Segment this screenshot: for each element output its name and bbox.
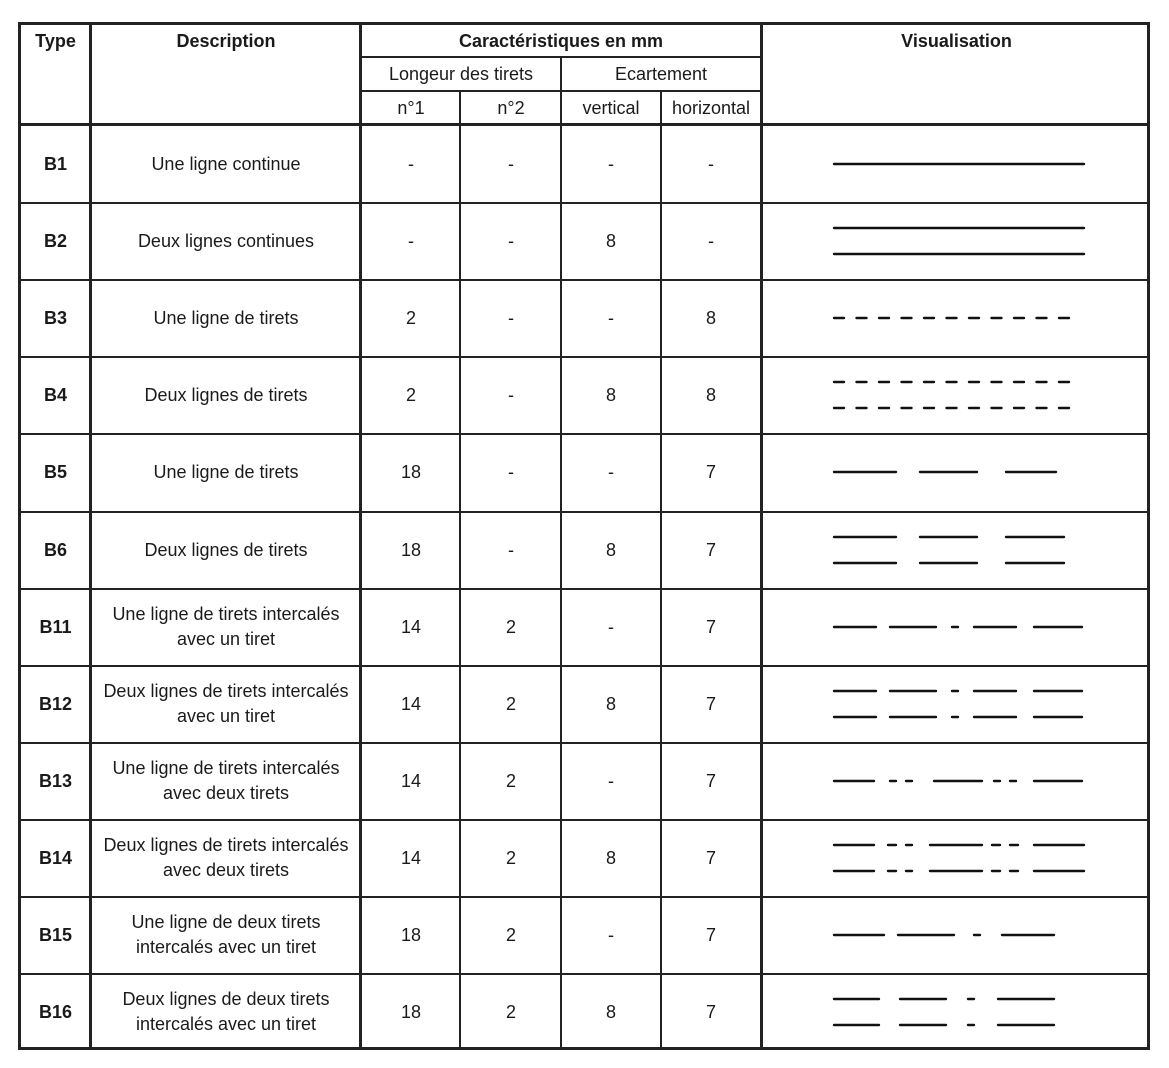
cell-n2: 2 xyxy=(505,770,516,791)
header-type: Type xyxy=(35,30,76,51)
cell-type: B13 xyxy=(38,770,73,791)
cell-horizontal: 7 xyxy=(705,539,716,560)
cell-n1: - xyxy=(408,153,414,174)
cell-vertical: 8 xyxy=(605,230,616,251)
cell-vertical: 8 xyxy=(605,847,616,868)
cell-n1: 18 xyxy=(400,461,422,482)
line-visualisation xyxy=(832,211,1088,271)
line-visualisation xyxy=(832,828,1088,888)
cell-description: Une ligne continue xyxy=(151,153,301,174)
cell-horizontal: 7 xyxy=(705,693,716,714)
line-visualisation xyxy=(832,520,1088,580)
cell-horizontal: 8 xyxy=(705,384,716,405)
cell-n1: 18 xyxy=(400,924,422,945)
cell-description: Une ligne de tirets xyxy=(153,307,299,328)
cell-n1: 18 xyxy=(400,1001,422,1022)
cell-n1: 14 xyxy=(400,770,422,791)
cell-n1: 14 xyxy=(400,693,422,714)
line-visualisation xyxy=(832,365,1088,425)
cell-n2: 2 xyxy=(505,693,516,714)
cell-description: Deux lignes de tirets intercalés avec un tiret xyxy=(103,681,349,726)
cell-description: Deux lignes de tirets intercalés avec deux tirets xyxy=(103,835,349,880)
header-n2: n°2 xyxy=(497,97,525,118)
cell-n1: - xyxy=(408,230,414,251)
line-visualisation xyxy=(832,751,1088,811)
cell-n2: - xyxy=(508,307,514,328)
line-visualisation xyxy=(832,905,1088,965)
header-description: Description xyxy=(176,30,276,51)
cell-horizontal: 7 xyxy=(705,847,716,868)
cell-n2: 2 xyxy=(505,1001,516,1022)
cell-vertical: - xyxy=(608,461,614,482)
line-visualisation xyxy=(832,288,1088,348)
cell-description: Une ligne de tirets xyxy=(153,461,299,482)
cell-description: Une ligne de tirets intercalés avec deux tirets xyxy=(112,758,340,803)
line-visualisation xyxy=(832,134,1088,194)
cell-n2: - xyxy=(508,461,514,482)
cell-n1: 14 xyxy=(400,847,422,868)
cell-description: Une ligne de deux tirets intercalés avec un tiret xyxy=(131,912,321,957)
cell-type: B15 xyxy=(38,924,73,945)
header-characteristics: Caractéristiques en mm xyxy=(458,30,664,51)
cell-description: Deux lignes continues xyxy=(137,230,315,251)
cell-type: B16 xyxy=(38,1001,73,1022)
header-dash-length: Longeur des tirets xyxy=(388,64,534,84)
cell-vertical: - xyxy=(608,924,614,945)
line-visualisation xyxy=(832,597,1088,657)
cell-type: B12 xyxy=(38,693,73,714)
cell-type: B6 xyxy=(43,539,67,560)
cell-horizontal: - xyxy=(708,153,714,174)
cell-n2: 2 xyxy=(505,847,516,868)
cell-description: Deux lignes de deux tirets intercalés avec un tiret xyxy=(122,989,330,1034)
cell-description: Deux lignes de tirets xyxy=(144,384,308,405)
line-visualisation xyxy=(832,982,1088,1042)
cell-vertical: - xyxy=(608,307,614,328)
cell-vertical: - xyxy=(608,153,614,174)
cell-type: B4 xyxy=(43,384,67,405)
cell-horizontal: 7 xyxy=(705,924,716,945)
cell-vertical: 8 xyxy=(605,693,616,714)
cell-horizontal: 7 xyxy=(705,461,716,482)
cell-vertical: 8 xyxy=(605,384,616,405)
cell-horizontal: - xyxy=(708,230,714,251)
header-spacing: Ecartement xyxy=(614,64,708,84)
header-visualisation: Visualisation xyxy=(901,30,1012,51)
cell-type: B11 xyxy=(39,616,72,637)
cell-n1: 18 xyxy=(400,539,422,560)
cell-vertical: 8 xyxy=(605,1001,616,1022)
header-vertical: vertical xyxy=(582,97,640,118)
cell-n1: 14 xyxy=(400,616,422,637)
cell-n2: 2 xyxy=(505,924,516,945)
cell-type: B2 xyxy=(43,230,67,251)
cell-n2: - xyxy=(508,153,514,174)
cell-horizontal: 7 xyxy=(705,770,716,791)
cell-vertical: 8 xyxy=(605,539,616,560)
cell-horizontal: 7 xyxy=(705,1001,716,1022)
line-visualisation xyxy=(832,674,1088,734)
cell-description: Deux lignes de tirets xyxy=(144,539,308,560)
cell-n2: - xyxy=(508,230,514,251)
cell-n2: - xyxy=(508,539,514,560)
header-horizontal: horizontal xyxy=(671,97,751,118)
cell-type: B5 xyxy=(43,461,67,482)
cell-n1: 2 xyxy=(405,384,416,405)
line-visualisation xyxy=(832,442,1088,502)
cell-description: Une ligne de tirets intercalés avec un tiret xyxy=(112,604,340,649)
cell-type: B1 xyxy=(43,153,67,174)
cell-n2: 2 xyxy=(505,616,516,637)
cell-vertical: - xyxy=(608,616,614,637)
cell-type: B14 xyxy=(38,847,73,868)
cell-type: B3 xyxy=(43,307,67,328)
cell-horizontal: 7 xyxy=(705,616,716,637)
header-n1: n°1 xyxy=(397,97,425,118)
cell-n2: - xyxy=(508,384,514,405)
cell-n1: 2 xyxy=(405,307,416,328)
cell-vertical: - xyxy=(608,770,614,791)
cell-horizontal: 8 xyxy=(705,307,716,328)
